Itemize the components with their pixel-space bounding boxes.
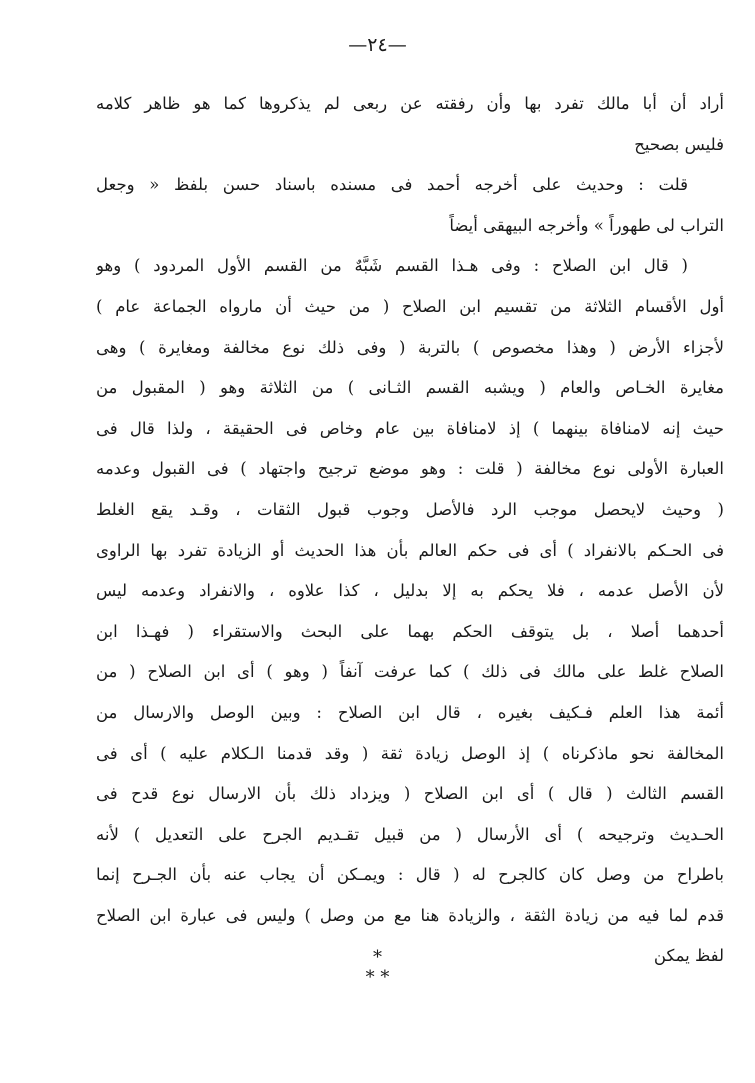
text-line: الحـديث وترجيحه ) أى الأرسال ( من قبيل تقـديم الجرح على التعديل ) لأنه [96,824,724,844]
text-line: الصلاح غلط على مالك فى ذلك ) كما عرفت آنفاً ( وهو ) أى ابن الصلاح ( من [96,662,724,682]
text-line: مغايرة الخـاص والعام ( ويشبه القسم الثـانى ) من الثلاثة وهو ( المقبول من [96,378,724,398]
text-line: العبارة الأولى نوع مخالفة ( قلت : وهو موضع ترجيح واجتهاد ) فى القبول وعدمه [96,459,724,479]
text-line: القسم الثالث ( قال ) أى ابن الصلاح ( ويزداد ذلك بأن الارسال نوع قدح فى [96,784,724,804]
text-line: قلت : وحديث على أخرجه أحمد فى مسنده باسناد حسن بلفظ « وجعل [96,175,688,195]
section-separator [0,948,755,988]
text-line: لفظ يمكن [653,946,724,966]
text-line: أول الأقسام الثلاثة من تقسيم ابن الصلاح ( من حيث أن مارواه الجماعة عام ) [96,296,724,316]
page-number: —٢٤— [348,34,407,56]
text-line: أئمة هذا العلم فـكيف بغيره ، قال ابن الصلاح : وبين الوصل والارسال من [96,702,724,722]
text-line: أحدهما أصلا ، بل يتوقف الحكم بهما على البحث والاستقراء ( فهـذا ابن [96,621,724,641]
text-line: لأجزاء الأرض ( وهذا مخصوص ) بالتربة ( وفى ذلك نوع مخالفة ومغايرة ) وهى [96,337,724,357]
text-line: لأن الأصل عدمه ، فلا يحكم به إلا بدليل ، كذا علاوه ، والانفراد وعدمه ليس [96,581,724,601]
text-line: حيث إنه لامنافاة بينهما ) إذ لامنافاة بين عام وخاص فى الحقيقة ، ولذا قال فى [96,418,724,438]
text-line: ( وحيث لايحصل موجب الرد فالأصل وجوب قبول الثقات ، وقـد يقع الغلط [96,499,724,519]
separator-bottom-stars: * * [365,967,390,988]
text-line: باطراح من وصل كان كالجرح له ( قال : ويمـكن أن يجاب عنه بأن الجـرح إنما [96,865,724,885]
text-line: قدم لما فيه من زيادة الثقة ، والزيادة هنا مع من وصل ) وليس فى عبارة ابن الصلاح [96,905,724,925]
text-line: فليس بصحيح [634,134,724,154]
body-text [96,84,724,977]
text-line: المخالفة نحو ماذكرناه ) إذ الوصل زيادة ثقة ( وقد قدمنا الـكلام عليه ) أى فى [96,743,724,763]
separator-top-star: * [373,947,382,968]
text-line: فى الحـكم بالانفراد ) أى فى حكم العالم بأن هذا الحديث أو الزيادة تفرد بها الراوى [96,540,724,560]
text-line: التراب لى طهوراً » وأخرجه البيهقى أيضاً [449,215,724,235]
text-line: ( قال ابن الصلاح : وفى هـذا القسم شَبَّهٌ من القسم الأول المردود ) وهو [96,256,688,276]
text-line: أراد أن أبا مالك تفرد بها وأن رفقته عن ربعى لم يذكروها كما هو ظاهر كلامه [96,94,724,113]
